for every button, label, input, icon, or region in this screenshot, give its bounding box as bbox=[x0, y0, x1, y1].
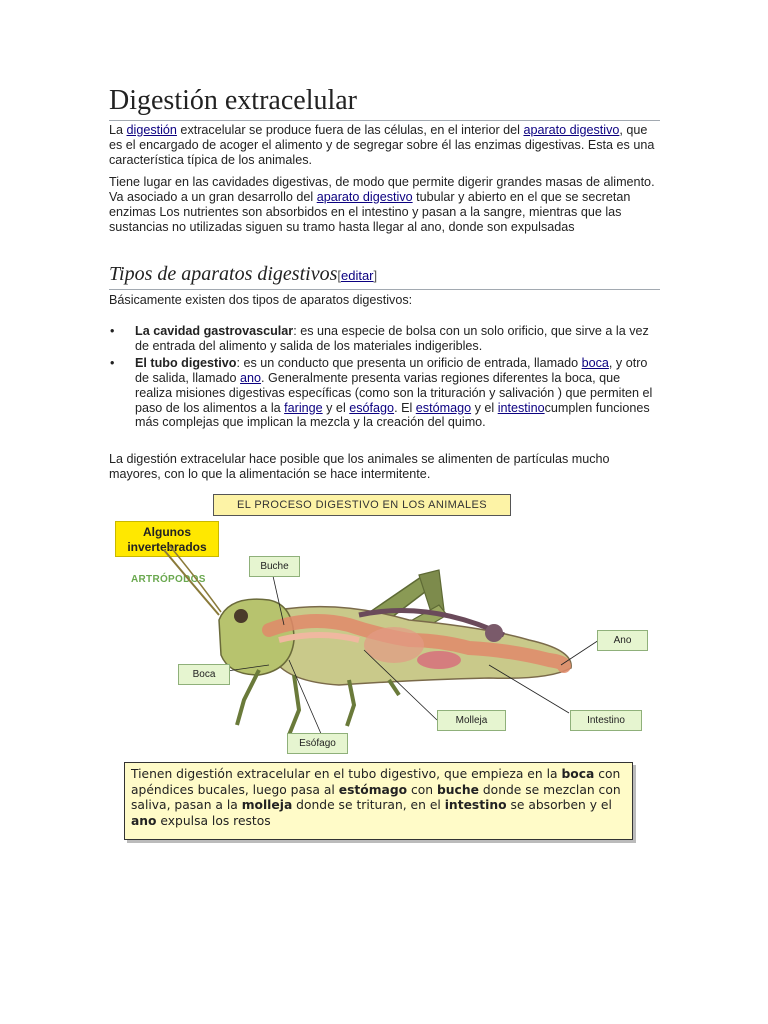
edit-section: [editar] bbox=[337, 268, 378, 283]
link-intestino[interactable]: intestino bbox=[497, 400, 545, 415]
label-buche: Buche bbox=[249, 556, 300, 577]
link-boca[interactable]: boca bbox=[581, 355, 609, 370]
bullet: • bbox=[110, 324, 115, 338]
label-ano: Ano bbox=[597, 630, 648, 651]
link-estomago[interactable]: estómago bbox=[415, 400, 472, 415]
types-list bbox=[109, 324, 660, 432]
link-faringe[interactable]: faringe bbox=[284, 400, 323, 415]
link-esofago[interactable]: esófago bbox=[349, 400, 395, 415]
link-ano[interactable]: ano bbox=[240, 370, 262, 385]
bullet: • bbox=[110, 355, 115, 370]
closing-paragraph: La digestión extracelular hace posible que los animales se alimenten de partículas mucho mayores, con lo que la alimentación se hace intermitente. bbox=[109, 452, 610, 481]
edit-link[interactable]: editar bbox=[340, 268, 374, 283]
grasshopper-illustration bbox=[109, 490, 649, 760]
page-title: Digestión extracelular bbox=[109, 84, 660, 121]
label-molleja: Molleja bbox=[437, 710, 506, 731]
description-paragraph: Tiene lugar en las cavidades digestivas, de modo que permite digerir grandes masas de alimento. Va asociado a un gran desarrollo del aparato digestivo tubular y abierto en el que se secretan enzimas Los nutrientes son absorbidos en el intestino y pasan a la sangre, mientras que las sustancias no utilizadas siguen su tramo hasta llegar al ano, donde son expulsadas bbox=[109, 175, 655, 234]
intro-paragraph: La digestión extracelular se produce fuera de las células, en el interior del aparato digestivo, que es el encargado de acoger el alimento y de segregar sobre él las enzimas digestivas. Esta es una característica típica de los animales. bbox=[109, 123, 655, 167]
types-intro: Básicamente existen dos tipos de aparatos digestivos: bbox=[109, 293, 413, 307]
section-heading: Tipos de aparatos digestivos[editar] bbox=[109, 261, 660, 290]
label-esofago: Esófago bbox=[287, 733, 348, 754]
link-digestion[interactable]: digestión bbox=[126, 123, 177, 137]
invertebrates-badge: Algunos invertebrados bbox=[115, 521, 219, 557]
label-intestino: Intestino bbox=[570, 710, 642, 731]
label-boca: Boca bbox=[178, 664, 230, 685]
figure-title: EL PROCESO DIGESTIVO EN LOS ANIMALES bbox=[213, 494, 511, 516]
digestive-process-figure bbox=[109, 490, 649, 845]
link-aparato-digestivo[interactable]: aparato digestivo bbox=[523, 123, 620, 137]
arthropods-label: ARTRÓPODOS bbox=[131, 574, 206, 585]
link-aparato-digestivo-2[interactable]: aparato digestivo bbox=[316, 189, 413, 204]
figure-note: Tienen digestión extracelular en el tubo digestivo, que empieza en la boca con apéndices bucales, luego pasa al estómago con buche donde se mezclan con saliva, pasan a la molleja donde se trituran, en el intestino se absorben y el ano expulsa los restos bbox=[124, 762, 633, 840]
list-item: • La cavidad gastrovascular: es una especie de bolsa con un solo orificio, que sirve a la vez de entrada del alimento y salida de los materiales indigeribles. bbox=[110, 324, 649, 353]
list-item: • El tubo digestivo: es un conducto que presenta un orificio de entrada, llamado boca, y otro de salida, llamado ano. Generalmente presenta varias regiones diferentes la boca, que realiza misiones digestivas específicas (como son la trituración y salivación ) que permiten el paso de los alimentos a la faringe y el esófago. El estómago y el intestinocumplen funciones más complejas que implican la mezcla y la creación del quimo. bbox=[110, 355, 653, 430]
